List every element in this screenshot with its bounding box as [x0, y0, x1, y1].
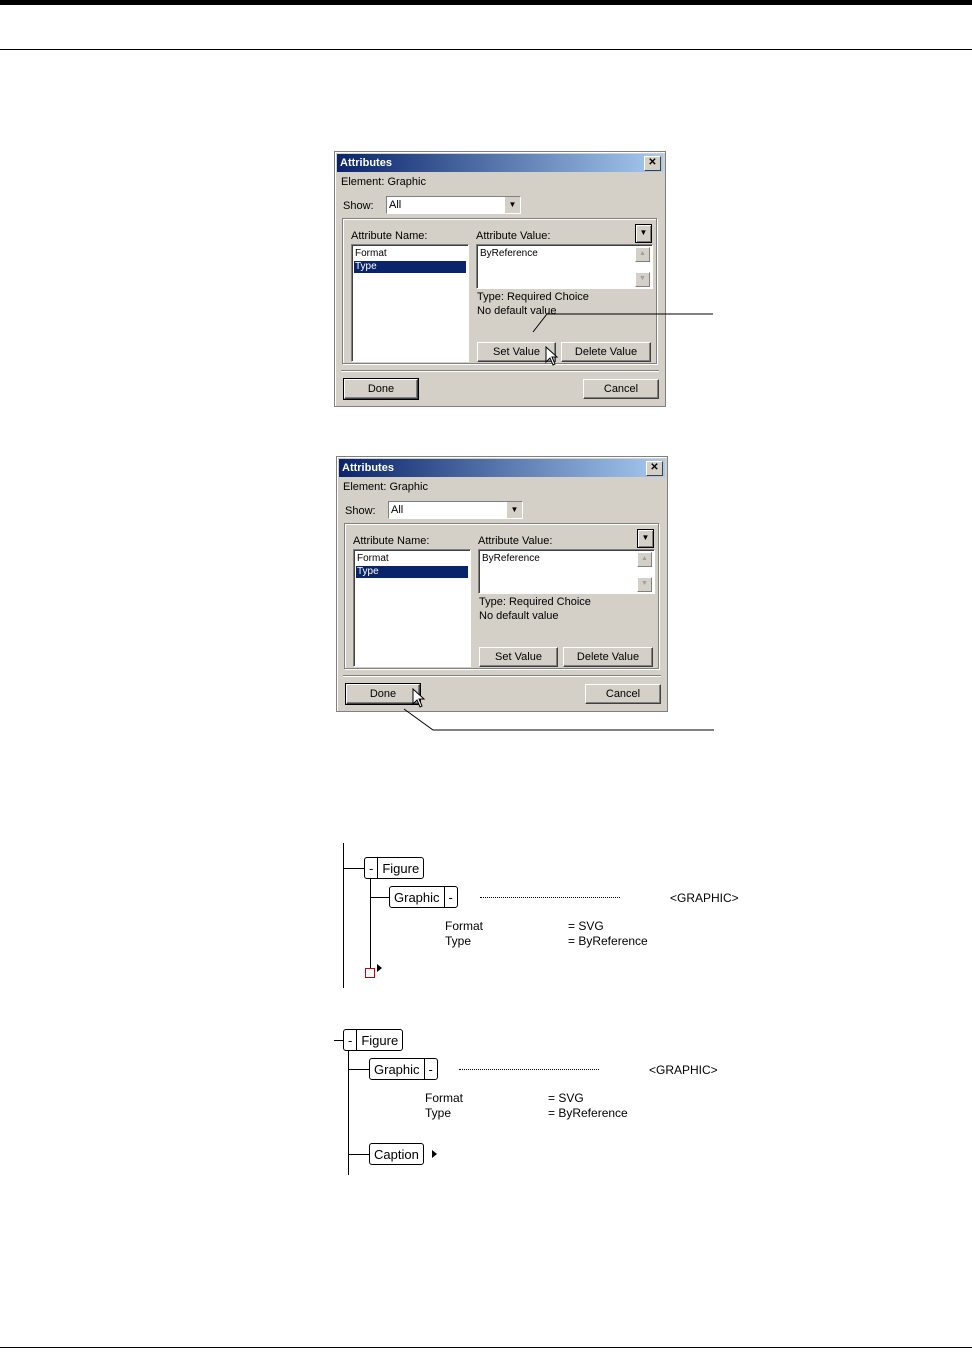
- attributes-dialog-1: [334, 151, 666, 407]
- type-text: Type: Required Choice: [477, 291, 589, 303]
- scroll-up-icon[interactable]: ▲: [637, 552, 652, 567]
- attr-name: Type: [425, 1106, 452, 1120]
- attribute-name-label: Attribute Name:: [353, 535, 430, 547]
- figure-node[interactable]: [343, 1029, 403, 1051]
- show-combo-value: All: [389, 199, 402, 211]
- tree-line: [348, 1154, 370, 1155]
- type-text: Type: Required Choice: [479, 596, 591, 608]
- attr-value: = ByReference: [548, 1106, 628, 1120]
- attribute-value-label: Attribute Value:: [476, 230, 551, 242]
- dotted-leader: [459, 1069, 599, 1070]
- attribute-name-label: Attribute Name:: [351, 230, 428, 242]
- list-item[interactable]: Format: [357, 553, 389, 564]
- caption-label: Caption: [374, 1147, 419, 1162]
- caption-node[interactable]: [369, 1143, 424, 1165]
- scroll-up-icon[interactable]: ▲: [635, 247, 650, 262]
- list-item[interactable]: Format: [355, 248, 387, 259]
- attribute-value-text: ByReference: [480, 248, 538, 259]
- attribute-name-list[interactable]: [353, 549, 471, 667]
- set-value-button[interactable]: Set Value: [479, 647, 558, 667]
- close-icon[interactable]: ✕: [644, 156, 661, 171]
- tree-line: [348, 1069, 370, 1070]
- scroll-down-icon[interactable]: ▼: [635, 272, 650, 287]
- graphic-node[interactable]: [389, 886, 458, 908]
- mouse-pointer-icon: [545, 346, 559, 368]
- scroll-down-icon[interactable]: ▼: [637, 577, 652, 592]
- attribute-value-label: Attribute Value:: [478, 535, 553, 547]
- show-label: Show:: [345, 505, 376, 517]
- show-label: Show:: [343, 200, 374, 212]
- callout-line-1: [530, 310, 720, 335]
- dialog-separator: [343, 675, 661, 677]
- graphic-label: Graphic: [374, 1062, 420, 1077]
- graphic-marker[interactable]: -: [444, 887, 457, 907]
- page-footer-rule: [0, 1347, 972, 1348]
- cancel-button[interactable]: Cancel: [585, 684, 661, 704]
- delete-value-button[interactable]: Delete Value: [563, 647, 653, 667]
- chevron-down-icon[interactable]: ▼: [504, 197, 520, 213]
- done-button[interactable]: Done: [344, 379, 418, 399]
- done-button[interactable]: Done: [346, 684, 420, 704]
- close-icon[interactable]: ✕: [646, 461, 663, 476]
- expand-arrow-icon[interactable]: [432, 1150, 437, 1158]
- attr-name: Format: [445, 919, 484, 933]
- attribute-name-list[interactable]: [351, 244, 469, 362]
- attr-name: Format: [425, 1091, 464, 1105]
- attribute-value-text: ByReference: [482, 553, 540, 564]
- graphic-node[interactable]: [369, 1058, 438, 1080]
- collapse-marker[interactable]: -: [344, 1030, 357, 1050]
- attr-value: = ByReference: [568, 934, 648, 948]
- graphic-tag: <GRAPHIC>: [670, 891, 739, 905]
- attribute-value-field[interactable]: [476, 244, 653, 289]
- value-dropdown-button[interactable]: ▼: [635, 224, 652, 243]
- default-text: No default value: [477, 305, 557, 317]
- tree-line: [343, 843, 344, 988]
- set-value-button[interactable]: Set Value: [477, 342, 556, 362]
- dialog-titlebar: [339, 459, 665, 477]
- tree-line: [370, 897, 390, 898]
- attr-value: = SVG: [548, 1091, 584, 1105]
- show-combo[interactable]: [386, 196, 521, 214]
- list-item-selected[interactable]: Type: [354, 261, 466, 273]
- dialog-separator: [341, 370, 659, 372]
- expand-arrow-icon[interactable]: [377, 964, 382, 972]
- show-combo[interactable]: [388, 501, 523, 519]
- collapse-marker[interactable]: -: [365, 858, 378, 878]
- attr-value: = SVG: [568, 919, 604, 933]
- chevron-down-icon[interactable]: ▼: [506, 502, 522, 518]
- figure-label: Figure: [382, 861, 420, 876]
- graphic-tag: <GRAPHIC>: [649, 1063, 718, 1077]
- attribute-value-field[interactable]: [478, 549, 655, 594]
- tree-line: [370, 879, 371, 969]
- default-text: No default value: [479, 610, 559, 622]
- attr-name: Type: [445, 934, 472, 948]
- graphic-marker[interactable]: -: [424, 1059, 437, 1079]
- graphic-label: Graphic: [394, 890, 440, 905]
- element-label: Element: Graphic: [343, 481, 428, 493]
- insertion-point-icon[interactable]: [365, 968, 375, 978]
- value-dropdown-button[interactable]: ▼: [637, 529, 654, 548]
- tree-line: [343, 868, 365, 869]
- figure-label: Figure: [361, 1033, 399, 1048]
- page-header-rule: [0, 0, 972, 5]
- dialog-title: Attributes: [342, 462, 394, 474]
- dotted-leader: [480, 897, 620, 898]
- show-combo-value: All: [391, 504, 404, 516]
- figure-node[interactable]: [364, 857, 424, 879]
- attributes-dialog-2: [336, 456, 668, 712]
- dialog-titlebar: [337, 154, 663, 172]
- page-header-rule-thin: [0, 49, 972, 50]
- delete-value-button[interactable]: Delete Value: [561, 342, 651, 362]
- callout-line-2: [400, 705, 720, 735]
- dialog-title: Attributes: [340, 157, 392, 169]
- element-label: Element: Graphic: [341, 176, 426, 188]
- list-item-selected[interactable]: Type: [356, 566, 468, 578]
- cancel-button[interactable]: Cancel: [583, 379, 659, 399]
